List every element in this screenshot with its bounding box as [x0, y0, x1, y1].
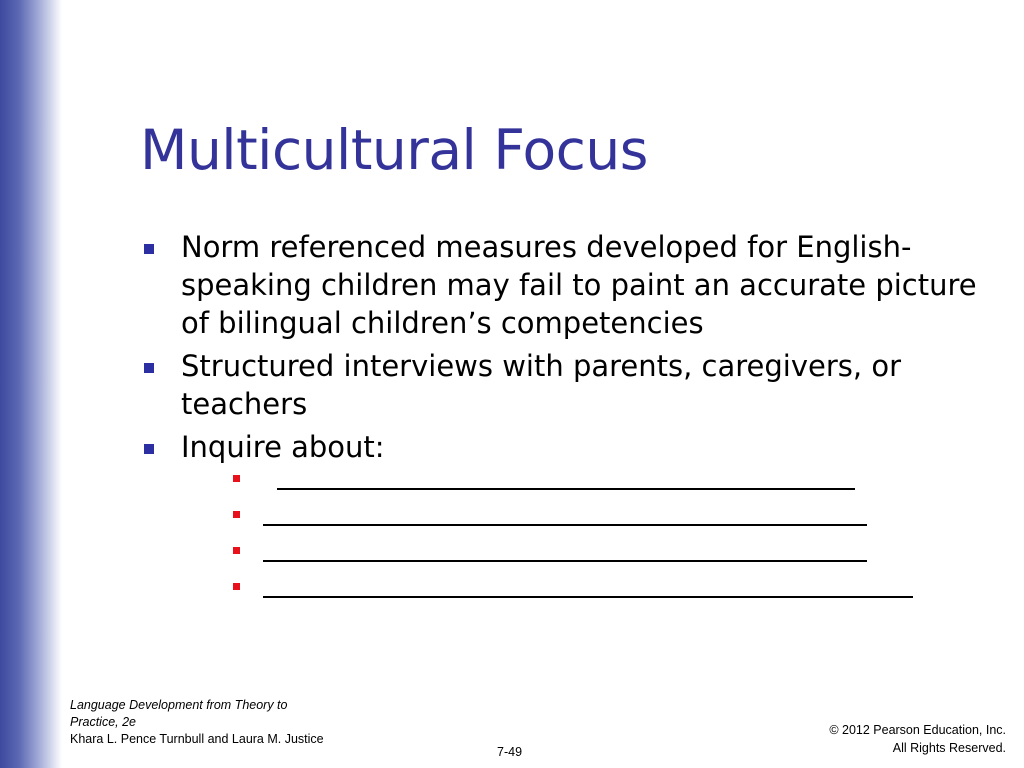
footer-authors: Khara L. Pence Turnbull and Laura M. Justice: [70, 732, 324, 746]
bullet-item: [144, 347, 1004, 423]
bullet-text: Structured interviews with parents, caregivers, or teachers: [181, 349, 902, 421]
bullet-list: [144, 228, 1004, 617]
red-square-bullet-icon: [233, 547, 240, 554]
red-square-bullet-icon: [233, 475, 240, 482]
blank-fill-line: [263, 524, 867, 526]
red-square-bullet-icon: [233, 583, 240, 590]
square-bullet-icon: [144, 444, 154, 454]
blank-fill-line: [263, 596, 913, 598]
bullet-item: [144, 428, 1004, 612]
left-gradient-band: [0, 0, 62, 768]
slide-title: Multicultural Focus: [140, 118, 648, 182]
footer-copyright: [829, 721, 1006, 757]
bullet-text: Inquire about:: [181, 430, 385, 464]
square-bullet-icon: [144, 244, 154, 254]
bullet-item: [144, 228, 1004, 342]
footer-citation: [70, 697, 370, 748]
sub-bullet-item: [233, 576, 1004, 612]
sub-bullet-item: [233, 504, 1004, 540]
bullet-text: Norm referenced measures developed for English-speaking children may fail to paint an accurate picture of bilingual children’s competencies: [181, 230, 977, 340]
rights-text: All Rights Reserved.: [892, 741, 1006, 755]
footer-book-title: Language Development from Theory to Practice, 2e: [70, 698, 288, 729]
sub-bullet-item: [233, 540, 1004, 576]
page-number: 7-49: [497, 745, 523, 759]
copyright-text: © 2012 Pearson Education, Inc.: [829, 723, 1006, 737]
sub-bullet-list: [181, 468, 1004, 612]
blank-fill-line: [263, 560, 867, 562]
square-bullet-icon: [144, 363, 154, 373]
red-square-bullet-icon: [233, 511, 240, 518]
blank-fill-line: [277, 488, 855, 490]
sub-bullet-item: [233, 468, 1004, 504]
